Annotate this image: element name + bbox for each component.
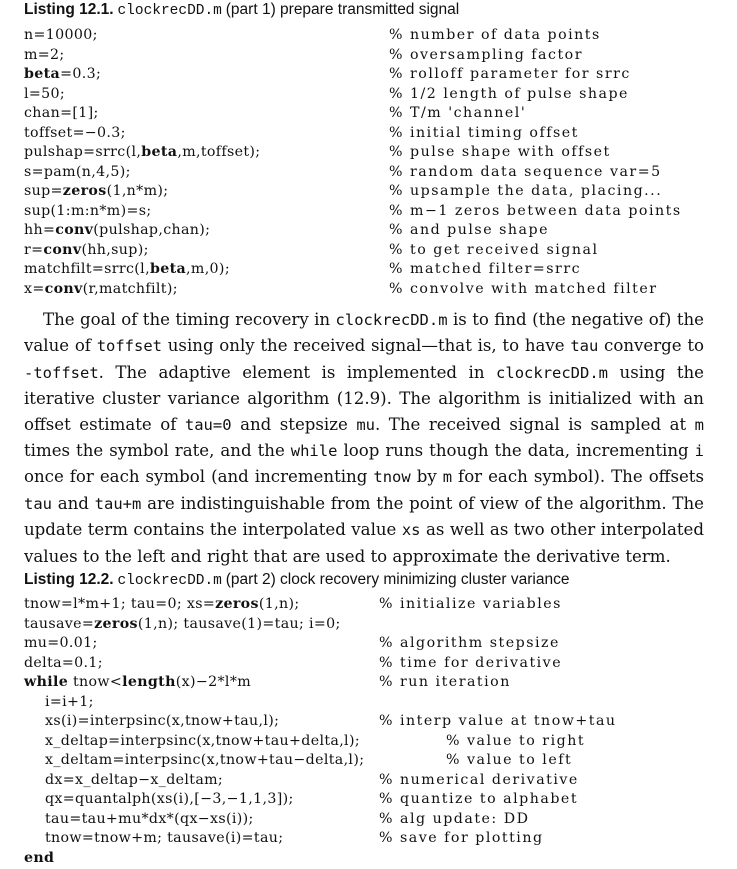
code-comment: % number of data points: [389, 27, 601, 43]
text-run: once for each symbol (and incrementing: [24, 467, 374, 487]
inline-code: clockrecDD.m: [496, 363, 609, 382]
text-run: for each symbol). The offsets: [452, 467, 704, 487]
code-comment: % initialize variables: [379, 596, 562, 612]
code-text: matchfilt=srrc(l,beta,m,0);: [24, 261, 230, 277]
code-line: [24, 751, 737, 771]
listing-1-description: (part 1) prepare transmitted signal: [225, 1, 460, 18]
code-comment: % random data sequence var=5: [389, 163, 662, 180]
code-line: [24, 673, 737, 693]
text-run: The goal of the timing recovery in: [43, 310, 336, 329]
inline-code: tau+m: [94, 494, 142, 513]
inline-code: -toffset: [24, 363, 99, 382]
inline-code: while: [290, 442, 338, 461]
code-text: x_deltap=interpsinc(x,tnow+tau+delta,l);: [45, 732, 360, 749]
code-comment: % 1/2 length of pulse shape: [389, 85, 629, 102]
code-text: dx=x_deltap−x_deltam;: [45, 771, 224, 788]
code-text: tau=tau+mu*dx*(qx−xs(i));: [45, 810, 254, 827]
inline-code: tau: [24, 494, 52, 513]
code-comment: % alg update: DD: [379, 810, 530, 827]
listing-2-code: [24, 595, 737, 868]
code-line: [24, 124, 737, 144]
inline-code: i: [694, 442, 704, 461]
code-comment: % run iteration: [379, 674, 511, 690]
code-text: mu=0.01;: [24, 635, 98, 651]
code-comment: % value to left: [446, 752, 573, 768]
code-line: [24, 182, 737, 202]
text-run: times the symbol rate, and the: [24, 441, 291, 461]
text-run: converge to: [598, 336, 704, 356]
code-line: [24, 712, 737, 732]
code-text: l=50;: [24, 85, 66, 102]
text-run: as well as two other interpolated values to the left and right that are used to approximate the derivative term.: [24, 520, 704, 566]
code-text: chan=[1];: [24, 105, 99, 121]
code-line: [24, 26, 737, 46]
code-line: [24, 810, 737, 830]
code-text: xs(i)=interpsinc(x,tnow+tau,l);: [45, 713, 280, 729]
code-comment: % and pulse shape: [389, 222, 549, 238]
code-line: [24, 771, 737, 791]
code-text: toffset=−0.3;: [24, 124, 126, 141]
listing-2-caption: [24, 571, 569, 589]
code-text: pulshap=srrc(l,beta,m,toffset);: [24, 144, 261, 160]
code-comment: % pulse shape with offset: [389, 144, 611, 160]
listing-1-label: Listing 12.1.: [24, 1, 114, 18]
code-comment: % upsample the data, placing...: [389, 183, 663, 199]
code-comment: % oversampling factor: [389, 46, 583, 63]
text-run: . The adaptive element is implemented in: [98, 362, 497, 382]
inline-code: toffset: [96, 337, 163, 356]
code-line: [24, 790, 737, 810]
code-comment: % initial timing offset: [389, 124, 579, 141]
code-text: end: [24, 849, 55, 866]
text-run: using the iterative cluster variance algorithm (12.9). The algorithm is initialized with an offset estimate of: [24, 362, 705, 434]
code-comment: % rolloff parameter for srrc: [389, 66, 631, 82]
code-comment: % save for plotting: [379, 830, 544, 846]
text-run: loop runs though the data, incrementing: [337, 441, 695, 461]
code-line: [24, 221, 737, 241]
code-text: r=conv(hh,sup);: [24, 241, 149, 258]
code-line: [24, 241, 737, 261]
code-text: s=pam(n,4,5);: [24, 163, 131, 180]
code-line: [24, 732, 737, 752]
code-comment: % to get received signal: [389, 241, 599, 258]
code-text: x_deltam=interpsinc(x,tnow+tau−delta,l);: [45, 752, 365, 768]
code-line: [24, 260, 737, 280]
code-line: [24, 65, 737, 85]
text-run: and: [52, 493, 95, 513]
code-line: [24, 280, 737, 300]
code-text: sup=zeros(1,n*m);: [24, 183, 169, 199]
code-text: tnow=tnow+m; tausave(i)=tau;: [45, 830, 284, 846]
inline-code: tau=0: [184, 415, 232, 434]
listing-1-filename: clockrecDD.m: [117, 3, 222, 19]
code-line: [24, 654, 737, 674]
text-run: . The received signal is sampled at: [375, 414, 695, 434]
code-line: [24, 163, 737, 183]
listing-1-caption: [24, 1, 459, 19]
listing-2-label: Listing 12.2.: [24, 571, 114, 588]
text-run: and stepsize: [231, 414, 357, 434]
code-text: tnow=l*m+1; tau=0; xs=zeros(1,n);: [24, 596, 300, 612]
code-comment: % numerical derivative: [379, 771, 579, 788]
code-line: [24, 143, 737, 163]
code-comment: % time for derivative: [379, 654, 563, 671]
code-comment: % T/m 'channel': [389, 105, 527, 121]
inline-code: tau: [570, 337, 599, 356]
code-text: hh=conv(pulshap,chan);: [24, 222, 211, 238]
code-text: beta=0.3;: [24, 66, 102, 82]
code-text: while tnow<length(x)−2*l*m: [24, 674, 252, 690]
code-text: qx=quantalph(xs(i),[−3,−1,1,3]);: [45, 791, 294, 807]
code-text: sup(1:m:n*m)=s;: [24, 202, 152, 219]
code-text: delta=0.1;: [24, 654, 103, 671]
code-line: [24, 595, 737, 615]
code-comment: % convolve with matched filter: [389, 280, 658, 297]
code-comment: % algorithm stepsize: [379, 635, 560, 651]
listing-2-description: (part 2) clock recovery minimizing cluster variance: [225, 571, 570, 588]
code-text: i=i+1;: [45, 693, 94, 710]
listing-2-filename: clockrecDD.m: [117, 573, 222, 589]
listing-1-code: [24, 26, 737, 299]
code-comment: % matched filter=srrc: [389, 261, 582, 277]
code-text: n=10000;: [24, 27, 98, 43]
text-run: by: [410, 467, 443, 487]
inline-code: clockrecDD.m: [335, 311, 448, 329]
code-comment: % m−1 zeros between data points: [389, 202, 682, 219]
inline-code: m: [442, 468, 453, 487]
code-line: [24, 693, 737, 713]
code-line: [24, 849, 737, 869]
code-line: [24, 46, 737, 66]
paragraph-text: [24, 307, 704, 569]
code-comment: % interp value at tnow+tau: [379, 713, 617, 729]
code-line: [24, 85, 737, 105]
code-line: [24, 104, 737, 124]
code-comment: % value to right: [446, 732, 586, 749]
inline-code: m: [694, 415, 705, 434]
code-line: [24, 829, 737, 849]
body-paragraph: [24, 307, 704, 569]
text-run: are indistinguishable from the point of view of the algorithm. The update term contains the interpolated value: [24, 493, 704, 540]
code-text: tausave=zeros(1,n); tausave(1)=tau; i=0;: [24, 615, 341, 632]
code-text: x=conv(r,matchfilt);: [24, 280, 178, 297]
code-line: [24, 615, 737, 635]
code-line: [24, 634, 737, 654]
code-line: [24, 202, 737, 222]
code-comment: % quantize to alphabet: [379, 791, 579, 807]
inline-code: tnow: [373, 468, 411, 487]
text-run: using only the received signal—that is, to have: [162, 336, 571, 356]
text-run: is to find (the negative of) the value of: [24, 310, 704, 356]
code-text: m=2;: [24, 46, 65, 63]
inline-code: mu: [356, 415, 375, 434]
inline-code: xs: [401, 521, 421, 540]
